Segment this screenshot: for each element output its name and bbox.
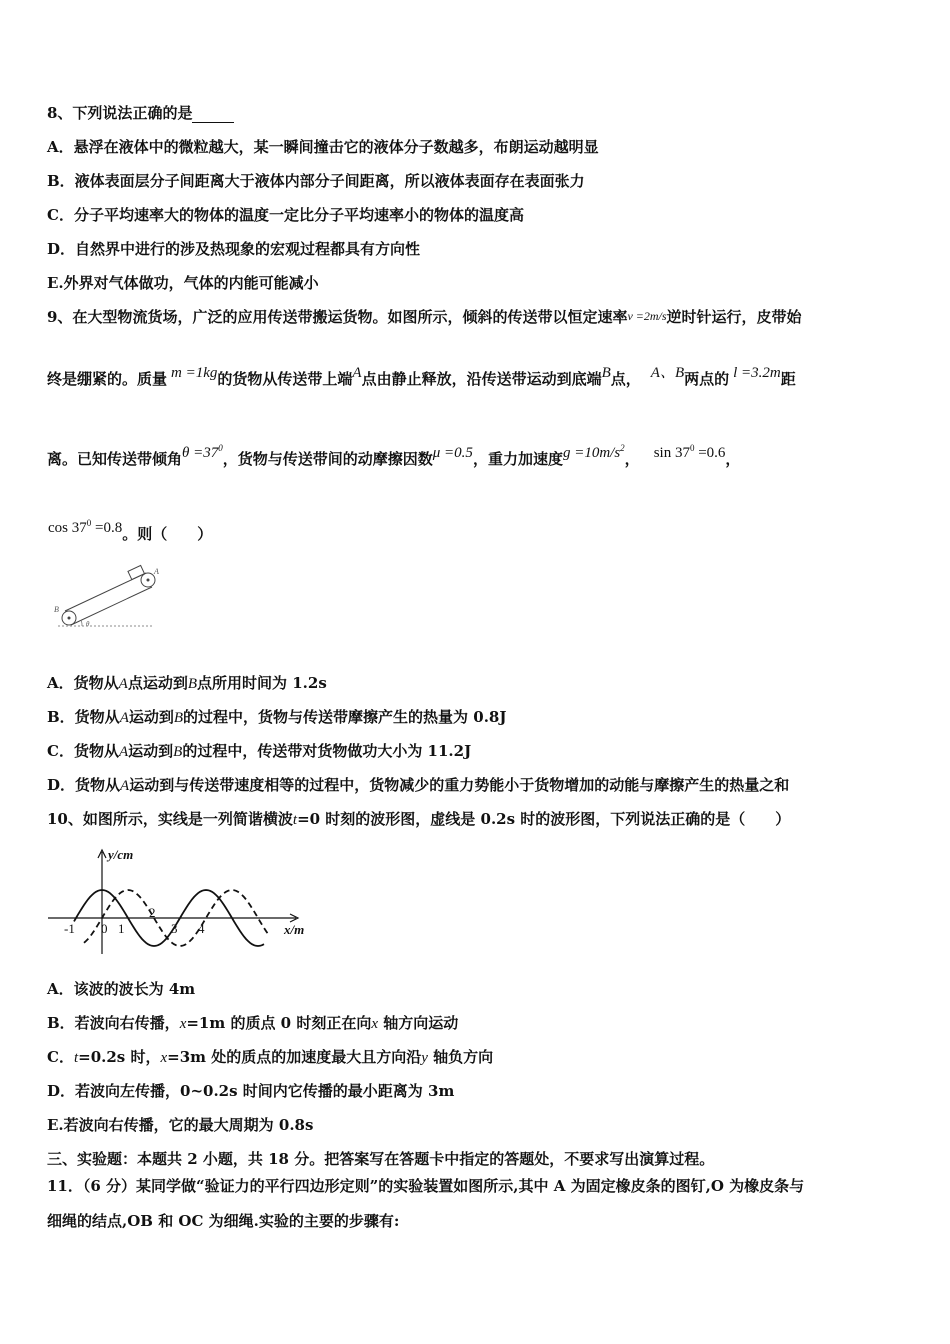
q10-option-b: B．若波向右传播，x=1m 的质点 0 时刻正在向x 轴方向运动 bbox=[47, 1014, 459, 1032]
tick-label: 4 bbox=[198, 921, 205, 936]
q9-option-c: C．货物从A运动到B的过程中，传送带对货物做功大小为 11.2J bbox=[47, 742, 472, 760]
label-theta: θ bbox=[86, 620, 90, 628]
y-axis-label: y/cm bbox=[108, 847, 134, 862]
q9-option-b: B．货物从A运动到B的过程中，货物与传送带摩擦产生的热量为 0.8J bbox=[47, 708, 507, 726]
tick-label: -1 bbox=[64, 921, 75, 936]
x-axis-label: x/m bbox=[284, 922, 305, 937]
tick-label: 0 bbox=[101, 921, 108, 936]
q9-option-a: A．货物从A点运动到B点所用时间为 1.2s bbox=[47, 674, 327, 692]
q9-option-d: D．货物从A运动到与传送带速度相等的过程中，货物减少的重力势能小于货物增加的动能与摩擦产生的热量之和 bbox=[47, 776, 790, 794]
q11-line-2: 细绳的结点,OB 和 OC 为细绳.实验的主要的步骤有: bbox=[47, 1212, 400, 1230]
section-3-heading: 三、实验题：本题共 2 小题，共 18 分。把答案写在答题卡中指定的答题处，不要求写出演算过程。 bbox=[47, 1150, 715, 1168]
theta-expr: $\theta =37^0$ bbox=[182, 443, 223, 461]
q8-option-e: E.外界对气体做功，气体的内能可能减小 bbox=[47, 274, 319, 292]
q9-line-2: 终是绷紧的。质量 m =1kg的货物从传送带上端A点由静止释放，沿传送带运动到底端B点， A、B两点的 l =3.2m距 bbox=[47, 365, 796, 388]
cos-expr: $\cos 37^0 =0.8$ bbox=[48, 518, 123, 536]
belt-bottom bbox=[71, 587, 152, 625]
g-expr: $g =10m/s^2$ bbox=[562, 443, 625, 461]
label-a: A bbox=[154, 567, 159, 576]
angle-arc bbox=[81, 620, 82, 626]
tick-label: 3 bbox=[171, 921, 178, 936]
l-expr: l =3.2m bbox=[733, 365, 781, 381]
answer-blank bbox=[192, 108, 234, 123]
q8-option-c: C．分子平均速率大的物体的温度一定比分子平均速率小的物体的温度高 bbox=[47, 206, 524, 224]
q9-line-1: 9、在大型物流货场，广泛的应用传送带搬运货物。如图所示，倾斜的传送带以恒定速率v =2m/s逆时针运行，皮带始 bbox=[47, 308, 802, 326]
m-expr: m =1kg bbox=[171, 365, 218, 381]
q9-line-4: $\cos 37^0 =0.8$。则（ ） bbox=[48, 518, 213, 543]
ab-expr: A、B bbox=[650, 365, 685, 381]
q10-option-d: D．若波向左传播，0~0.2s 时间内它传播的最小距离为 3m bbox=[47, 1082, 455, 1100]
q11-line-1: 11．（6 分）某同学做“验证力的平行四边形定则”的实验装置如图所示,其中 A 为固定橡皮条的图钉,O 为橡皮条与 bbox=[47, 1177, 805, 1195]
mu-expr: μ =0.5 bbox=[432, 445, 473, 461]
tick-label: 2 bbox=[149, 905, 156, 920]
q10-option-c: C．t=0.2s 时，x=3m 处的质点的加速度最大且方向沿y 轴负方向 bbox=[47, 1048, 494, 1066]
q8-option-a: A．悬浮在液体中的微粒越大，某一瞬间撞击它的液体分子数越多，布朗运动越明显 bbox=[47, 138, 599, 156]
q8-option-d: D．自然界中进行的涉及热现象的宏观过程都具有方向性 bbox=[47, 240, 421, 258]
q10-option-a: A．该波的波长为 4m bbox=[47, 980, 196, 998]
sin-expr: $\sin 37^0 =0.6$ bbox=[653, 443, 726, 461]
label-b: B bbox=[54, 605, 59, 614]
wave-figure bbox=[44, 842, 319, 962]
q8-option-b: B．液体表面层分子间距离大于液体内部分子间距离，所以液体表面存在表面张力 bbox=[47, 172, 585, 190]
conveyor-belt-figure bbox=[50, 562, 165, 634]
v-expr: v =2m/s bbox=[627, 309, 667, 323]
q8-stem: 8、下列说法正确的是 bbox=[47, 103, 234, 123]
tick-label: 1 bbox=[118, 921, 125, 936]
q10-option-e: E.若波向右传播，它的最大周期为 0.8s bbox=[47, 1116, 314, 1134]
q9-line-3: 离。已知传送带倾角$\theta =37^0$，货物与传送带间的动摩擦因数μ =0.5，重力加速度$g =10m/s^2$， $\sin 37^0 =0.6$， bbox=[47, 443, 741, 468]
q10-stem: 10、如图所示，实线是一列简谐横波t=0 时刻的波形图，虚线是 0.2s 时的波形图，下列说法正确的是（ ） bbox=[47, 810, 791, 828]
